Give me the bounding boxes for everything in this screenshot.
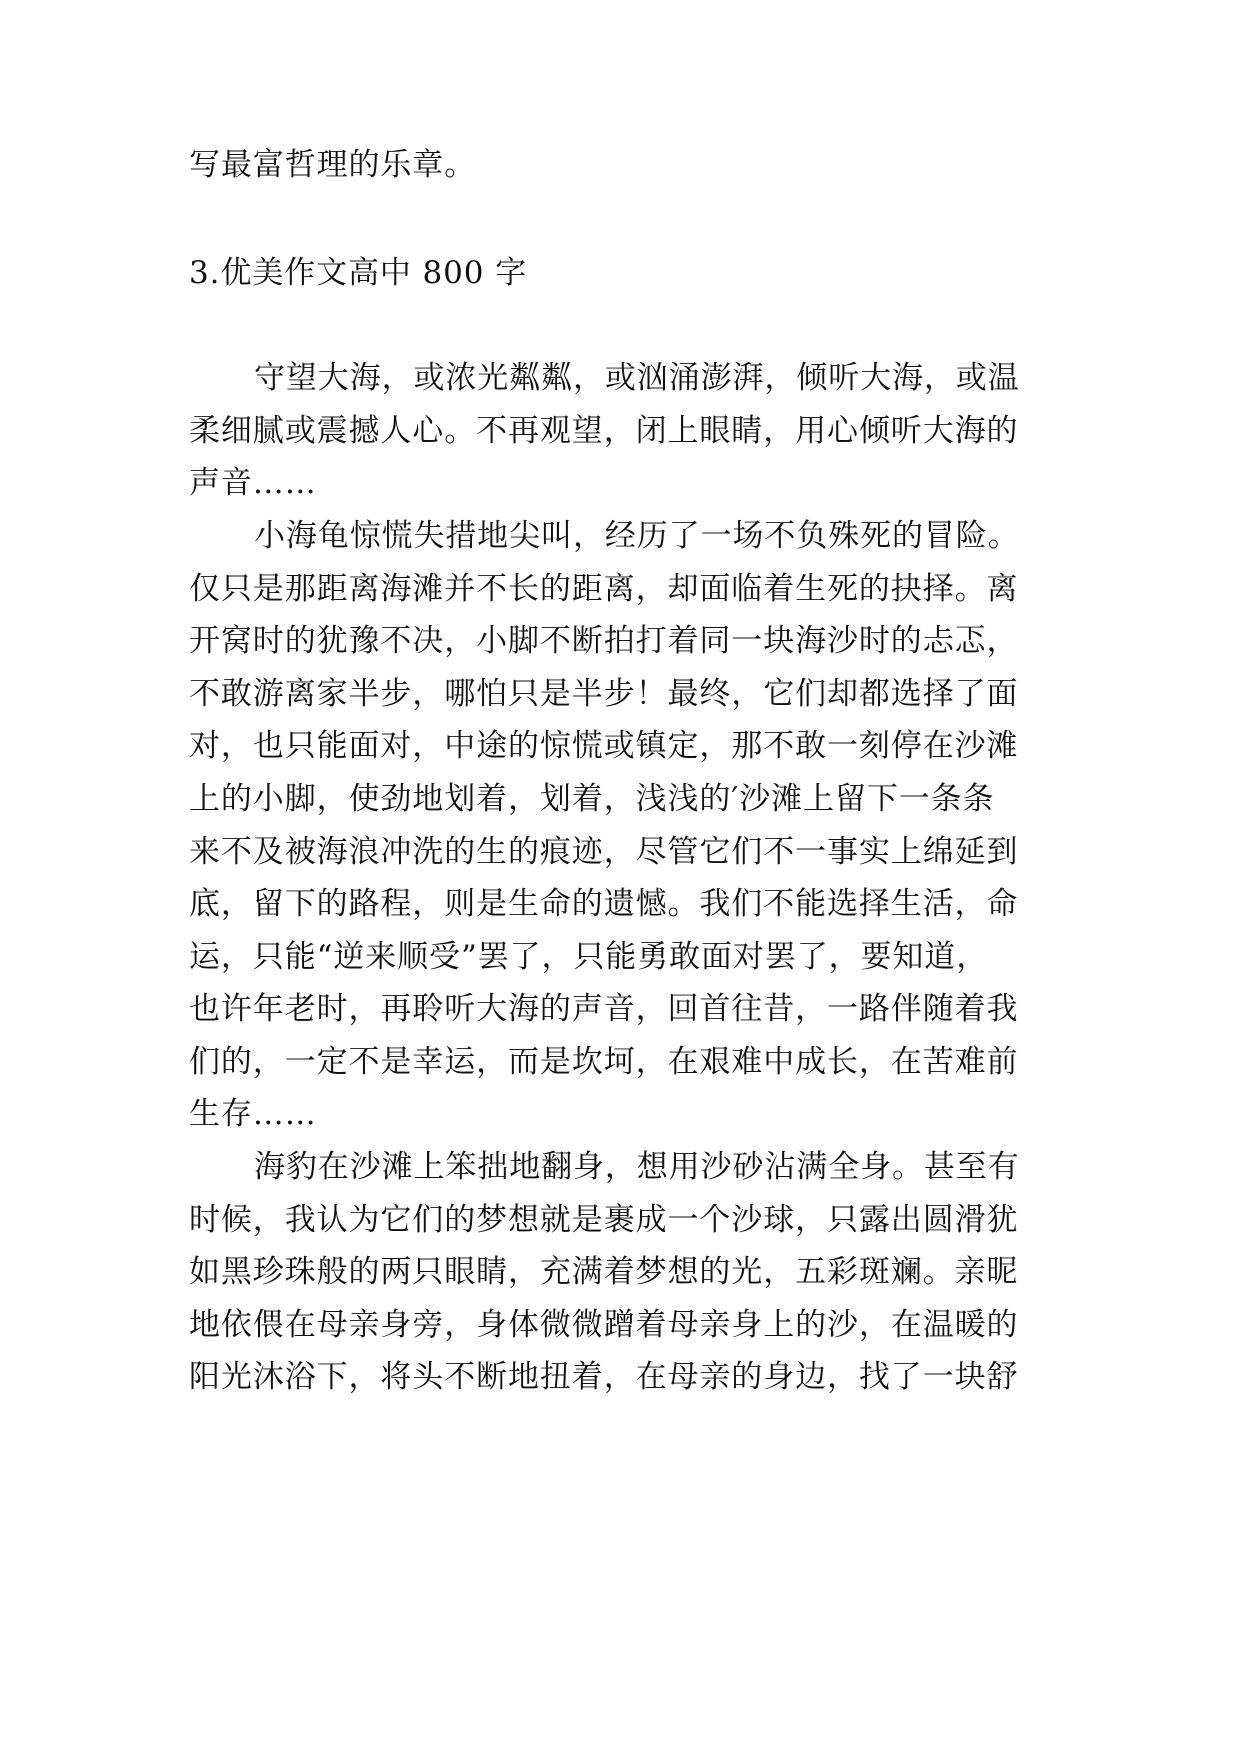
paragraph-2-line-8: 底，留下的路程，则是生命的遗憾。我们不能选择生活，命 bbox=[189, 886, 1019, 922]
opening-line: 写最富哲理的乐章。 bbox=[189, 147, 477, 183]
paragraph-2-line-3: 开窝时的犹豫不决，小脚不断拍打着同一块海沙时的忐忑， bbox=[189, 623, 1019, 659]
section-heading: 3.优美作文高中 800 字 bbox=[189, 255, 528, 291]
paragraph-3-line-1: 海豹在沙滩上笨拙地翻身，想用沙砂沾满全身。甚至有 bbox=[254, 1149, 1020, 1185]
paragraph-2-line-10: 也许年老时，再聆听大海的声音，回首往昔，一路伴随着我 bbox=[189, 991, 1019, 1027]
paragraph-1-line-3: 声音…… bbox=[189, 465, 317, 501]
paragraph-3-line-4: 地依偎在母亲身旁，身体微微蹭着母亲身上的沙，在温暖的 bbox=[189, 1307, 1019, 1343]
paragraph-3-line-2: 时候，我认为它们的梦想就是裹成一个沙球，只露出圆滑犹 bbox=[189, 1202, 1019, 1238]
paragraph-2-line-1: 小海龟惊慌失措地尖叫，经历了一场不负殊死的冒险。 bbox=[254, 518, 1020, 554]
paragraph-2-line-9: 运，只能“逆来顺受”罢了，只能勇敢面对罢了，要知道， bbox=[189, 939, 989, 975]
paragraph-2-line-4: 不敢游离家半步，哪怕只是半步！最终，它们却都选择了面 bbox=[189, 676, 1019, 712]
paragraph-3-line-3: 如黑珍珠般的两只眼睛，充满着梦想的光，五彩斑斓。亲昵 bbox=[189, 1254, 1019, 1290]
paragraph-2-line-11: 们的，一定不是幸运，而是坎坷，在艰难中成长，在苦难前 bbox=[189, 1044, 1019, 1080]
paragraph-2-line-2: 仅只是那距离海滩并不长的距离，却面临着生死的抉择。离 bbox=[189, 571, 1019, 607]
paragraph-2-line-7: 来不及被海浪冲洗的生的痕迹，尽管它们不一事实上绵延到 bbox=[189, 834, 1019, 870]
paragraph-2-line-5: 对，也只能面对，中途的惊慌或镇定，那不敢一刻停在沙滩 bbox=[189, 728, 1019, 764]
paragraph-2-line-6: 上的小脚，使劲地划着，划着，浅浅的′沙滩上留下一条条 bbox=[189, 781, 995, 817]
paragraph-3-line-5: 阳光沐浴下，将头不断地扭着，在母亲的身边，找了一块舒 bbox=[189, 1359, 1019, 1395]
paragraph-1-line-2: 柔细腻或震撼人心。不再观望，闭上眼睛，用心倾听大海的 bbox=[189, 413, 1019, 449]
paragraph-2-line-12: 生存…… bbox=[189, 1096, 317, 1132]
paragraph-1-line-1: 守望大海，或浓光粼粼，或汹涌澎湃，倾听大海，或温 bbox=[254, 360, 1020, 396]
